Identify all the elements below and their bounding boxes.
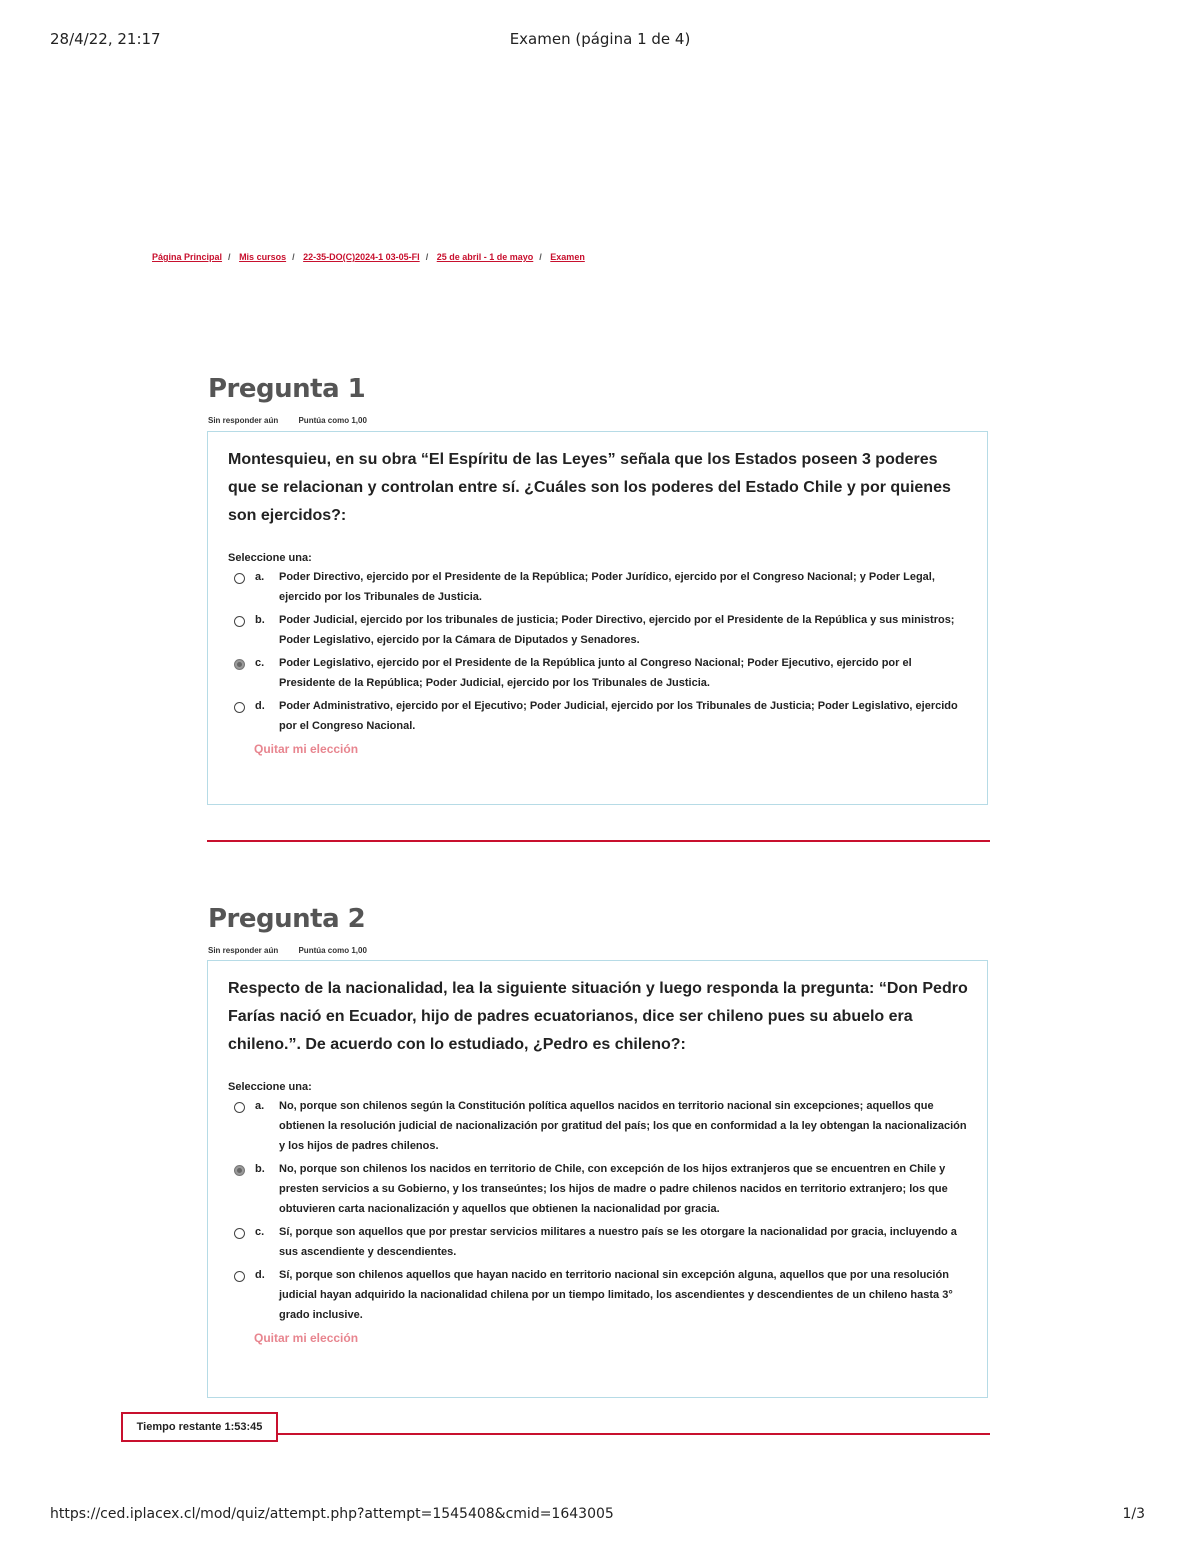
- option-text[interactable]: Poder Administrativo, ejercido por el Ejecutivo; Poder Judicial, ejercido por los Tribunales de Justicia; Poder Legislativo, ejercido por el Congreso Nacional.: [279, 700, 958, 732]
- option-text[interactable]: Poder Legislativo, ejercido por el Presidente de la República junto al Congreso Nacional; Poder Ejecutivo, ejercido por el Presidente de la República; Poder Judicial, ejercido por los Tribunales de Justicia.: [279, 657, 912, 689]
- clear-choice-link[interactable]: Quitar mi elección: [254, 1331, 359, 1345]
- breadcrumb: Página Principal / Mis cursos / 22-35-DO(C)2024-1 03-05-FI / 25 de abril - 1 de mayo / Examen: [152, 252, 585, 262]
- option-letter: b.: [255, 1163, 265, 1175]
- breadcrumb-course-link[interactable]: 22-35-DO(C)2024-1 03-05-FI: [303, 252, 420, 262]
- question-divider: [207, 840, 990, 842]
- answer-option[interactable]: [234, 1162, 969, 1219]
- option-text[interactable]: No, porque son chilenos los nacidos en territorio de Chile, con excepción de los hijos extranjeros que se encuentren en Chile y presten servicios a su Gobierno, y los transeúntes; los hijos de madre o padre chilenos nacidos en territorio extranjero; los que obtuvieren carta nacionalización y aquellos que obtienen la nacionalidad por gracia.: [279, 1163, 948, 1215]
- print-page-title: Examen (página 1 de 4): [509, 30, 691, 48]
- clear-choice-link[interactable]: Quitar mi elección: [254, 742, 359, 756]
- print-url: https://ced.iplacex.cl/mod/quiz/attempt.php?attempt=1545408&cmid=1643005: [50, 1506, 614, 1522]
- breadcrumb-home-link[interactable]: Página Principal: [152, 252, 223, 262]
- question-1-box: [207, 431, 988, 805]
- print-datetime: 28/4/22, 21:17: [50, 30, 161, 48]
- radio-button-selected[interactable]: [234, 659, 245, 670]
- radio-button[interactable]: [234, 573, 245, 584]
- question-2-status: Sin responder aún: [208, 946, 279, 955]
- answer-option[interactable]: [234, 699, 969, 736]
- radio-button[interactable]: [234, 616, 245, 627]
- option-letter: c.: [255, 1226, 265, 1238]
- option-letter: c.: [255, 657, 265, 669]
- radio-button[interactable]: [234, 1102, 245, 1113]
- question-1-answers: [234, 570, 969, 736]
- option-letter: a.: [255, 1100, 265, 1112]
- question-1-points: Puntúa como 1,00: [298, 416, 367, 425]
- question-1-meta: [208, 416, 385, 425]
- question-2-meta: [208, 946, 385, 955]
- radio-button[interactable]: [234, 1271, 245, 1282]
- option-text[interactable]: Sí, porque son chilenos aquellos que hayan nacido en territorio nacional sin excepción alguna, aquellos que por una resolución judicial hayan adquirido la nacionalidad chilena por un tiempo limitado, los ascendientes y descendientes de un chileno hasta 3° grado inclusive.: [279, 1269, 953, 1321]
- question-2-title: Pregunta 2: [208, 904, 366, 934]
- question-2-select-prompt: Seleccione una:: [228, 1081, 312, 1093]
- print-page-number: 1/3: [1122, 1506, 1145, 1522]
- breadcrumb-week-link[interactable]: 25 de abril - 1 de mayo: [436, 252, 534, 262]
- question-1-status: Sin responder aún: [208, 416, 279, 425]
- question-1-select-prompt: Seleccione una:: [228, 552, 312, 564]
- radio-button-selected[interactable]: [234, 1165, 245, 1176]
- question-2-answers: [234, 1099, 969, 1325]
- answer-option[interactable]: [234, 1225, 969, 1262]
- question-divider: [207, 1433, 990, 1435]
- breadcrumb-my-courses-link[interactable]: Mis cursos: [239, 252, 287, 262]
- option-letter: b.: [255, 614, 265, 626]
- breadcrumb-exam-link[interactable]: Examen: [550, 252, 585, 262]
- option-text[interactable]: Poder Judicial, ejercido por los tribunales de justicia; Poder Directivo, ejercido por el Presidente de la República y sus ministros; Poder Legislativo, ejercido por la Cámara de Diputados y Senadores.: [279, 614, 955, 646]
- option-letter: d.: [255, 1269, 265, 1281]
- question-1-title: Pregunta 1: [208, 374, 366, 404]
- answer-option[interactable]: [234, 1099, 969, 1156]
- radio-button[interactable]: [234, 702, 245, 713]
- option-letter: a.: [255, 571, 265, 583]
- time-remaining-box: Tiempo restante 1:53:45: [121, 1412, 278, 1442]
- answer-option[interactable]: [234, 1268, 969, 1325]
- question-1-text: Montesquieu, en su obra “El Espíritu de las Leyes” señala que los Estados poseen 3 poderes que se relacionan y controlan entre sí. ¿Cuáles son los poderes del Estado Chile y por quienes son ejercidos?:: [228, 451, 951, 524]
- answer-option[interactable]: [234, 570, 969, 607]
- option-text[interactable]: No, porque son chilenos según la Constitución política aquellos nacidos en territorio nacional sin excepciones; aquellos que obtienen la resolución judicial de nacionalización por gratitud del país; los que en conformidad a la ley obtengan la nacionalización y los hijos de padres chilenos.: [279, 1100, 967, 1152]
- option-letter: d.: [255, 700, 265, 712]
- option-text[interactable]: Poder Directivo, ejercido por el Presidente de la República; Poder Jurídico, ejercido por el Congreso Nacional; y Poder Legal, ejercido por los Tribunales de Justicia.: [279, 571, 935, 603]
- question-2-box: [207, 960, 988, 1398]
- question-2-text: Respecto de la nacionalidad, lea la siguiente situación y luego responda la pregunta: “Don Pedro Farías nació en Ecuador, hijo de padres ecuatorianos, dice ser chileno pues su abuelo era chileno.”. De acuerdo con lo estudiado, ¿Pedro es chileno?:: [228, 980, 968, 1053]
- answer-option[interactable]: [234, 613, 969, 650]
- radio-button[interactable]: [234, 1228, 245, 1239]
- question-2-points: Puntúa como 1,00: [298, 946, 367, 955]
- option-text[interactable]: Sí, porque son aquellos que por prestar servicios militares a nuestro país se les otorgare la nacionalidad por gracia, incluyendo a sus ascendiente y descendientes.: [279, 1226, 957, 1258]
- answer-option[interactable]: [234, 656, 969, 693]
